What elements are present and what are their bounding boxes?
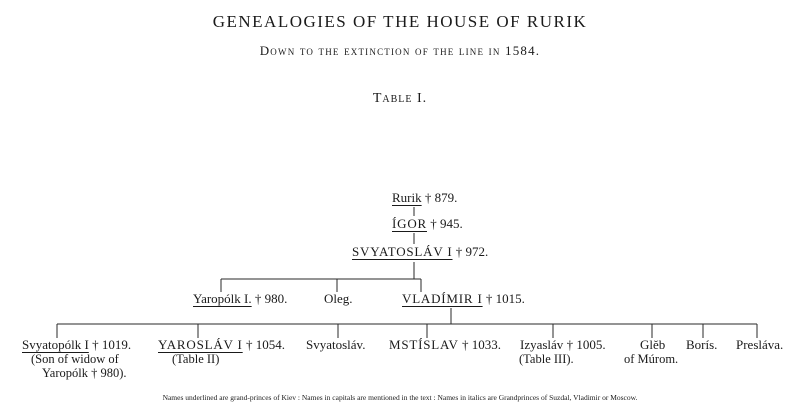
node-yaroslav-i <box>158 337 285 353</box>
node-name: Izyasláv <box>520 337 564 352</box>
node-mstislav <box>389 337 501 353</box>
node-name: Presláva. <box>736 337 784 352</box>
node-igor <box>392 216 463 232</box>
node-name: Rurik <box>392 190 422 205</box>
node-note: (Table III). <box>519 352 574 366</box>
node-svyatoslav <box>306 337 365 353</box>
node-name: SVYATOSLÁV I <box>352 244 453 259</box>
node-note: (Son of widow of <box>31 352 119 366</box>
node-date: † 1019. <box>92 337 132 352</box>
node-boris <box>686 337 717 353</box>
node-name: VLADÍMIR I <box>402 291 483 306</box>
node-preslava <box>736 337 783 353</box>
node-note: (Table II) <box>172 352 220 366</box>
node-date: † 980. <box>254 291 288 306</box>
footnote: Names underlined are grand-princes of Kiev : Names in capitals are mentioned in the text : Names in italics are Grandprinces of Suzdal, Vladimir or Moscow. <box>162 393 638 402</box>
node-svyatopolk-i <box>22 337 131 353</box>
node-svyatoslav-i <box>352 244 488 260</box>
node-date: † 1015. <box>485 291 525 306</box>
node-name: MSTÍSLAV <box>389 337 459 352</box>
node-name: Oleg. <box>324 291 353 306</box>
node-name: Glĕb <box>640 337 666 352</box>
node-note: of Múrom. <box>624 352 679 366</box>
node-gleb <box>640 337 665 353</box>
node-date: † 1054. <box>245 337 285 352</box>
node-name: Svyatopólk I <box>22 337 89 352</box>
node-name: YAROSLÁV I <box>158 337 243 352</box>
subtitle: Down to the extinction of the line in 1584. <box>259 43 541 58</box>
node-rurik <box>392 190 457 206</box>
node-note: Yaropólk † 980). <box>42 366 127 380</box>
table-label: Table I. <box>372 91 428 106</box>
node-date: † 879. <box>424 190 458 205</box>
node-name: ÍGOR <box>392 216 427 231</box>
node-name: Borís. <box>686 337 718 352</box>
node-date: † 972. <box>455 244 489 259</box>
node-yaropolk-i <box>193 291 287 307</box>
node-name: Yaropólk I. <box>193 291 252 306</box>
node-date: † 1005. <box>566 337 606 352</box>
node-izyaslav <box>520 337 606 353</box>
node-name: Svyatosláv. <box>306 337 366 352</box>
node-vladimir-i <box>402 291 525 307</box>
node-oleg <box>324 291 353 307</box>
node-date: † 1033. <box>461 337 501 352</box>
node-date: † 945. <box>430 216 463 231</box>
page-title: GENEALOGIES OF THE HOUSE OF RURIK <box>212 12 588 31</box>
